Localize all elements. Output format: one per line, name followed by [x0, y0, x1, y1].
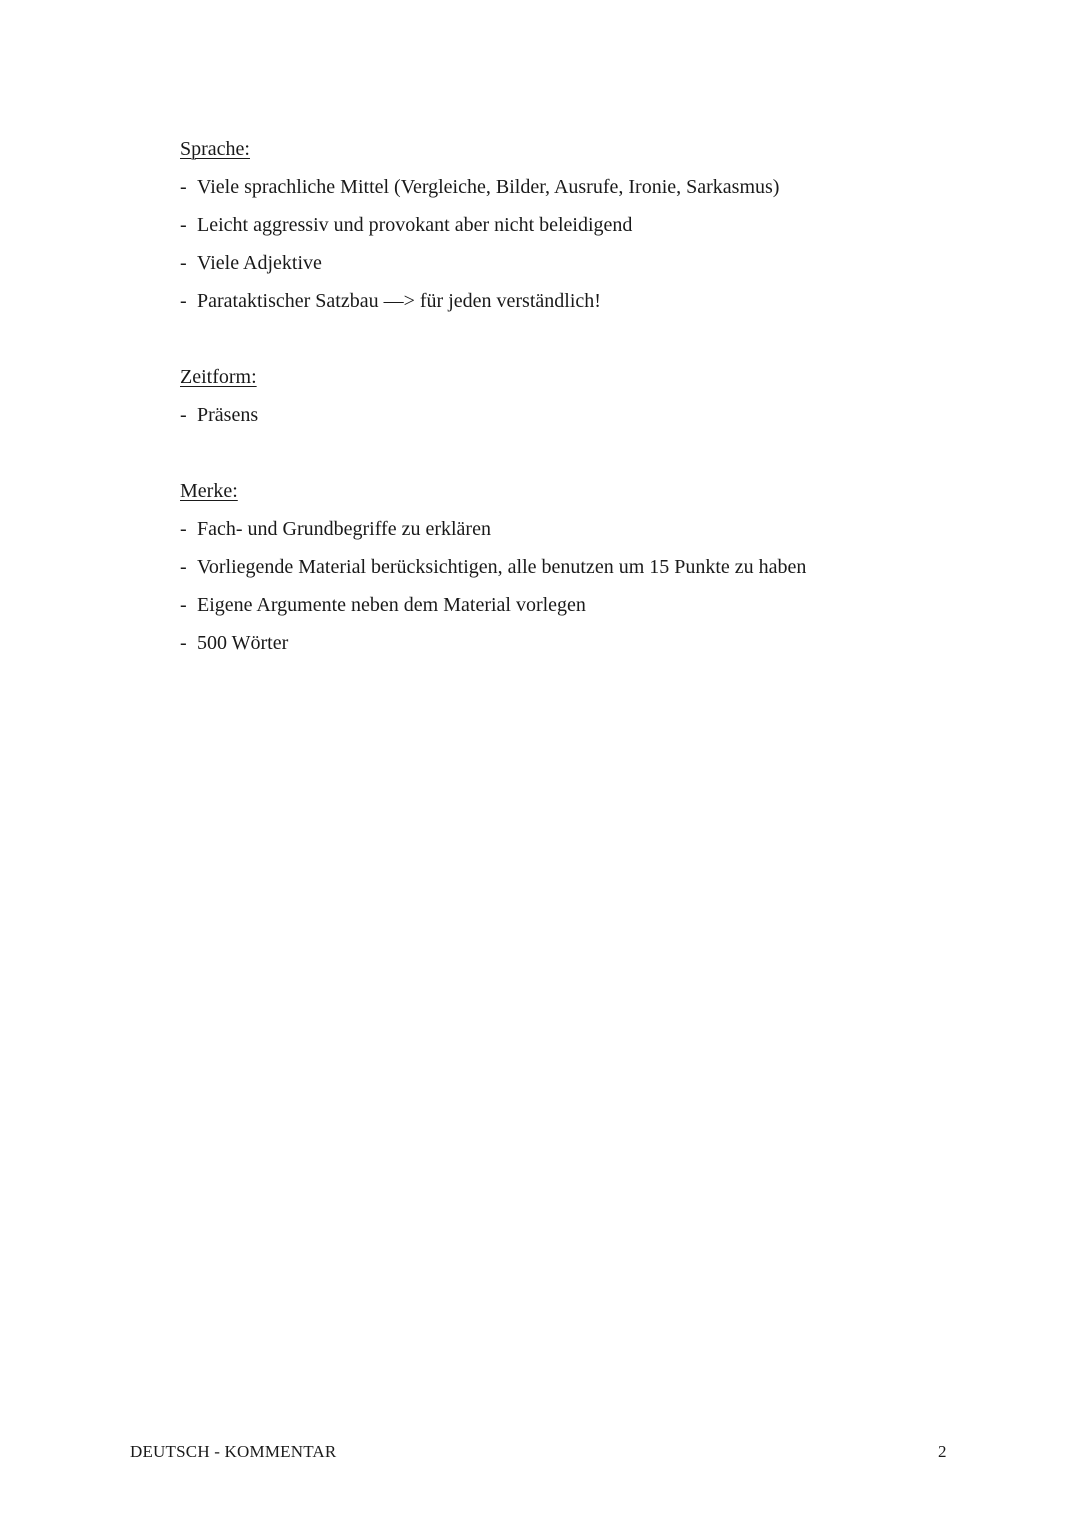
list-item-text: Eigene Argumente neben dem Material vorlegen	[197, 594, 586, 616]
list-item	[180, 396, 1000, 434]
bullet-dash: -	[180, 290, 187, 312]
footer-title: DEUTSCH - KOMMENTAR	[130, 1442, 337, 1461]
list-item	[180, 244, 1000, 282]
list-item	[180, 548, 1000, 586]
list-item	[180, 510, 1000, 548]
list-item-text: Leicht aggressiv und provokant aber nicht beleidigend	[197, 214, 633, 236]
bullet-dash: -	[180, 518, 187, 540]
section-heading: Zeitform:	[180, 366, 257, 388]
section-sprache	[180, 130, 1000, 320]
list-item-text: Viele sprachliche Mittel (Vergleiche, Bilder, Ausrufe, Ironie, Sarkasmus)	[197, 176, 780, 198]
list-item-text: Parataktischer Satzbau —> für jeden verständlich!	[197, 290, 601, 312]
list-item-text: 500 Wörter	[197, 632, 289, 654]
page-number: 2	[938, 1442, 947, 1461]
list-item-text: Fach- und Grundbegriffe zu erklären	[197, 518, 491, 540]
list-item-text: Präsens	[197, 404, 259, 426]
bullet-list	[180, 168, 1000, 320]
bullet-dash: -	[180, 214, 187, 236]
list-item-text: Vorliegende Material berücksichtigen, alle benutzen um 15 Punkte zu haben	[197, 556, 807, 578]
bullet-dash: -	[180, 556, 187, 578]
list-item	[180, 624, 1000, 662]
bullet-dash: -	[180, 594, 187, 616]
section-merke	[180, 472, 1000, 662]
list-item	[180, 206, 1000, 244]
list-item-text: Viele Adjektive	[197, 252, 322, 274]
bullet-list	[180, 510, 1000, 662]
bullet-list	[180, 396, 1000, 434]
list-item	[180, 168, 1000, 206]
section-heading: Merke:	[180, 480, 238, 502]
section-zeitform	[180, 358, 1000, 434]
page-content	[180, 130, 1000, 662]
bullet-dash: -	[180, 176, 187, 198]
section-heading: Sprache:	[180, 138, 250, 160]
bullet-dash: -	[180, 632, 187, 654]
bullet-dash: -	[180, 404, 187, 426]
list-item	[180, 586, 1000, 624]
list-item	[180, 282, 1000, 320]
bullet-dash: -	[180, 252, 187, 274]
